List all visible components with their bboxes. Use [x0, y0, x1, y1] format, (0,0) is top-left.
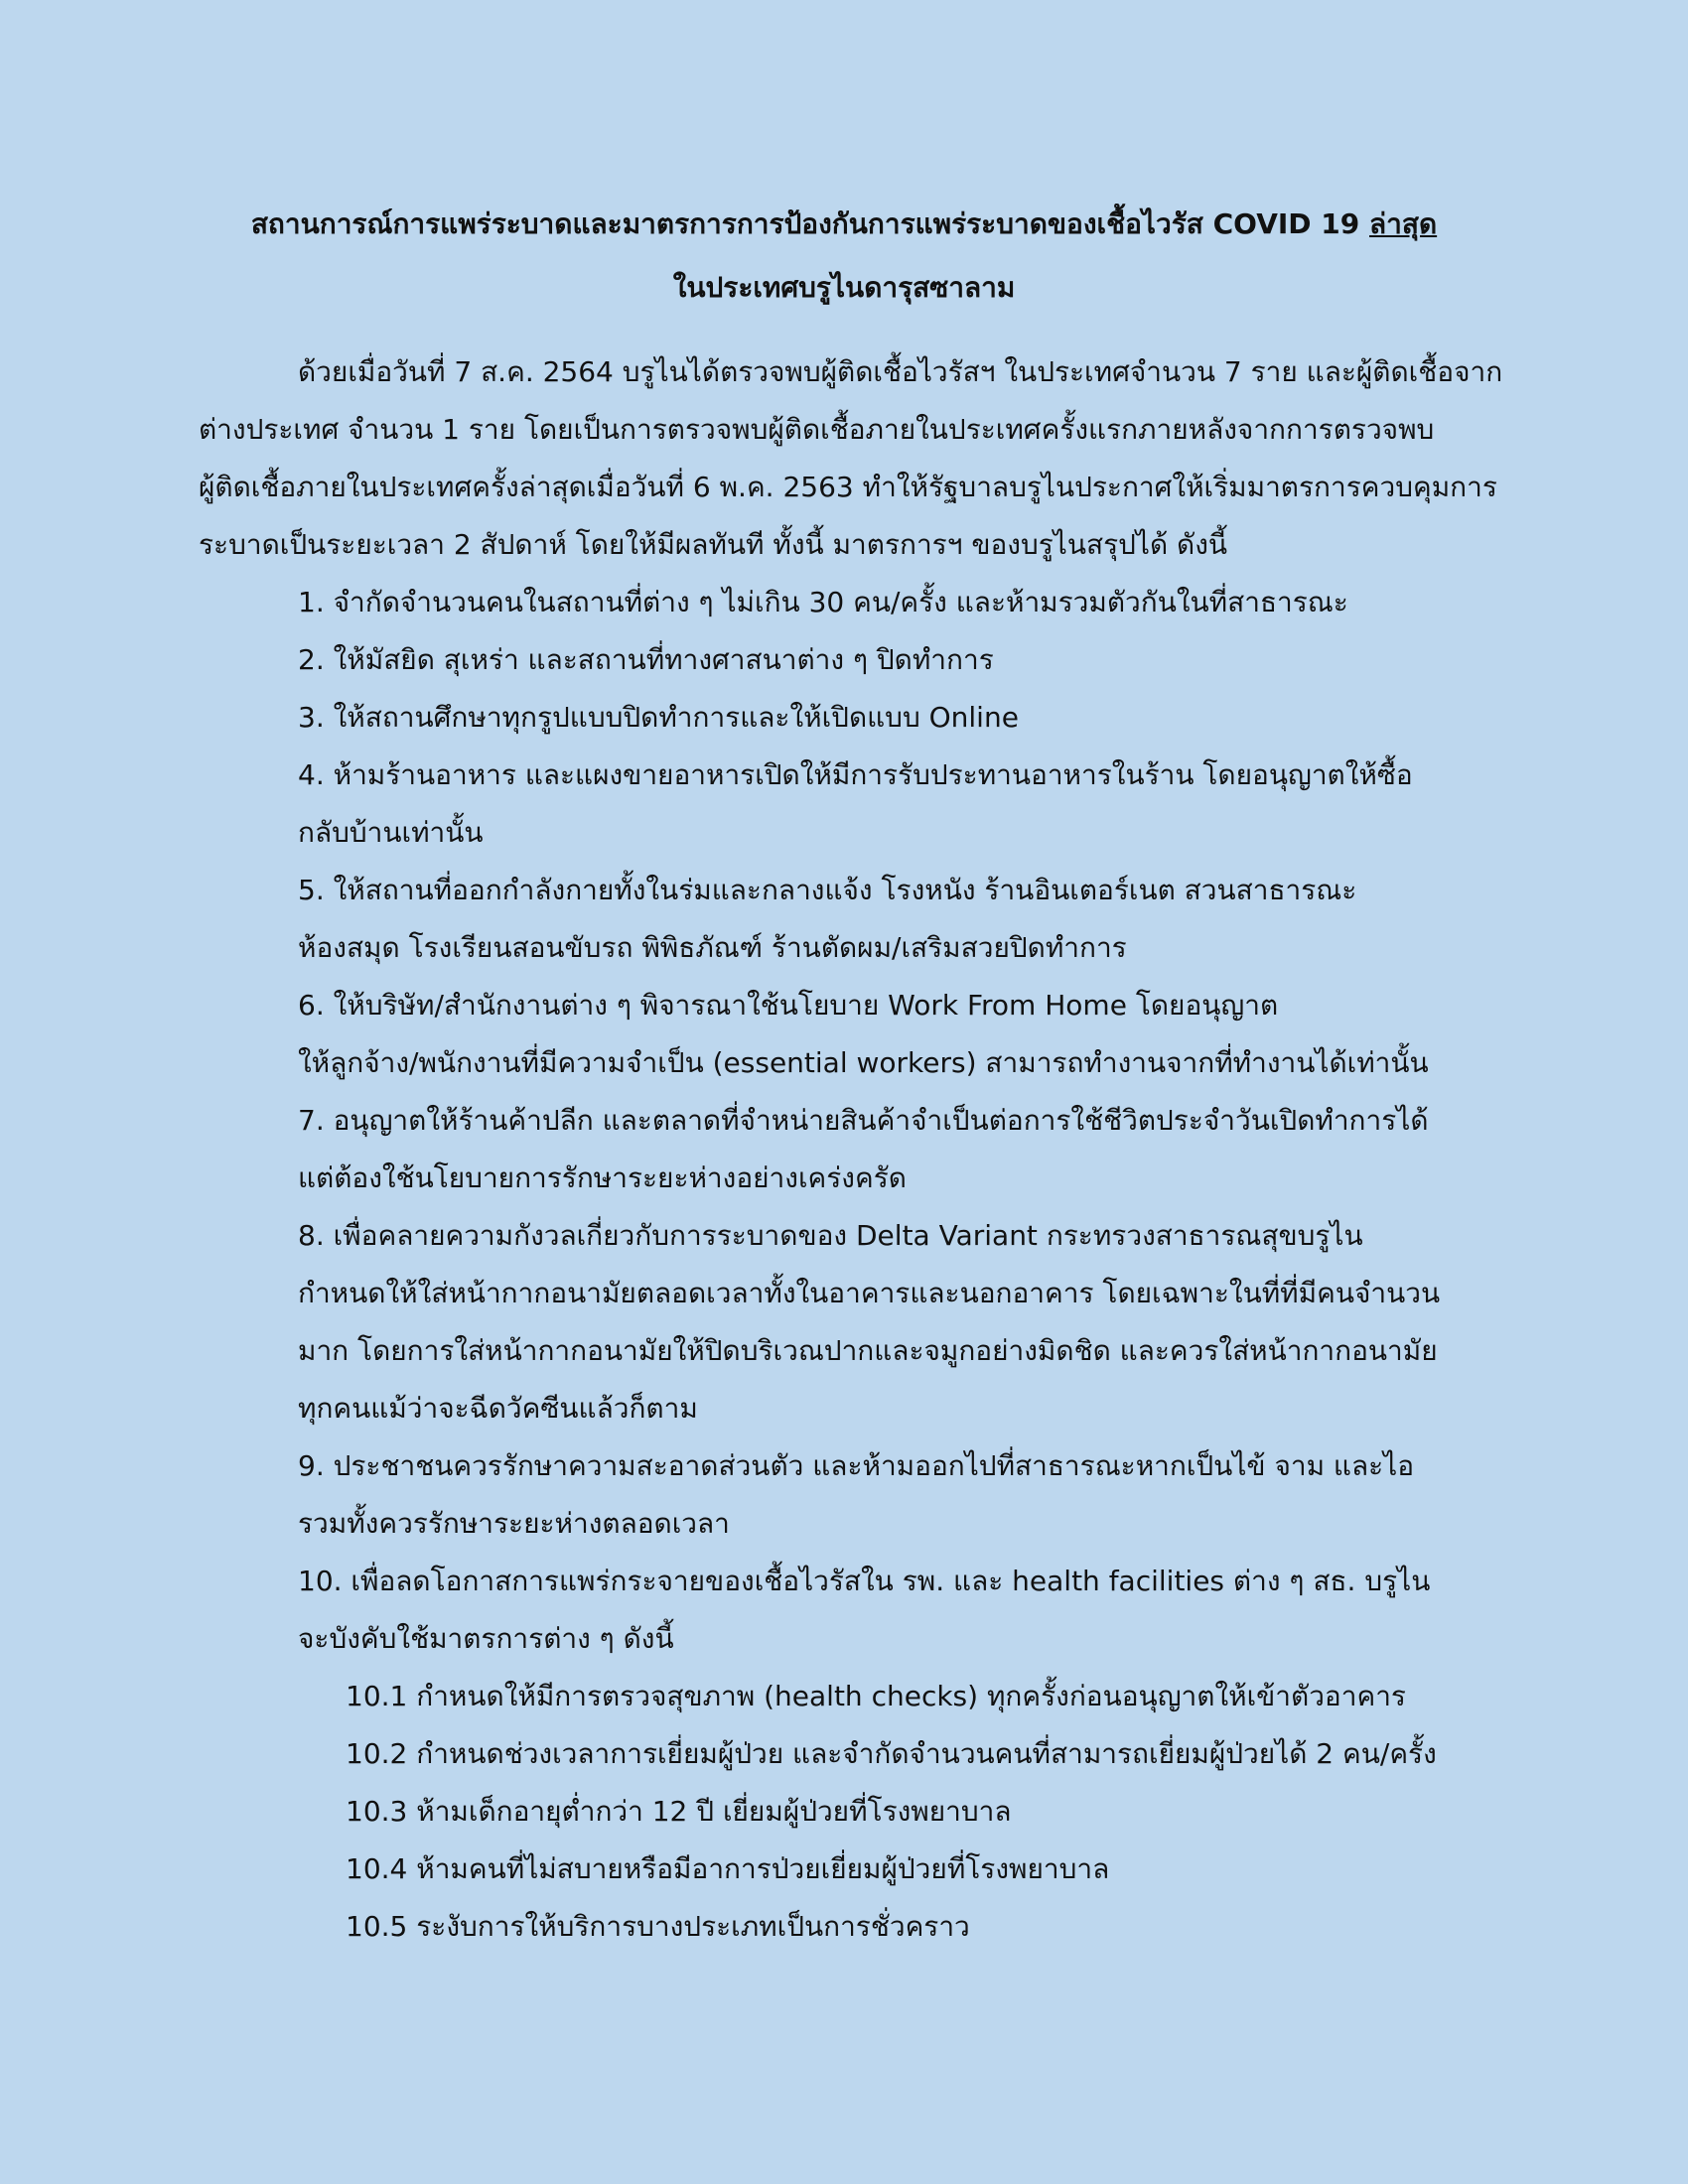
- list-item-continuation: มาก โดยการใส่หน้ากากอนามัยให้ปิดบริเวณปากและจมูกอย่างมิดชิด และควรใส่หน้ากากอนามัย: [298, 1334, 1438, 1367]
- document-title: [199, 205, 1489, 244]
- list-item-continuation: รวมทั้งควรรักษาระยะห่างตลอดเวลา: [298, 1507, 730, 1540]
- list-item: 9. ประชาชนควรรักษาความสะอาดส่วนตัว และห้ามออกไปที่สาธารณะหากเป็นไข้ จาม และไอ: [298, 1449, 1415, 1482]
- list-item: 2. ให้มัสยิด สุเหร่า และสถานที่ทางศาสนาต่าง ๆ ปิดทำการ: [298, 643, 994, 676]
- list-item-continuation: กำหนดให้ใส่หน้ากากอนามัยตลอดเวลาทั้งในอาคารและนอกอาคาร โดยเฉพาะในที่ที่มีคนจำนวน: [298, 1277, 1441, 1309]
- list-item: 6. ให้บริษัท/สำนักงานต่าง ๆ พิจารณาใช้นโยบาย Work From Home โดยอนุญาต: [298, 989, 1279, 1022]
- list-item-continuation: แต่ต้องใช้นโยบายการรักษาระยะห่างอย่างเคร่งครัด: [298, 1161, 907, 1194]
- list-item: 7. อนุญาตให้ร้านค้าปลีก และตลาดที่จำหน่ายสินค้าจำเป็นต่อการใช้ชีวิตประจำวันเปิดทำการได้: [298, 1104, 1429, 1137]
- list-item: 8. เพื่อคลายความกังวลเกี่ยวกับการระบาดของ Delta Variant กระทรวงสาธารณสุขบรูไน: [298, 1219, 1363, 1252]
- list-item: 5. ให้สถานที่ออกกำลังกายทั้งในร่มและกลางแจ้ง โรงหนัง ร้านอินเตอร์เนต สวนสาธารณะ: [298, 874, 1357, 906]
- list-item-continuation: ห้องสมุด โรงเรียนสอนขับรถ พิพิธภัณฑ์ ร้านตัดผม/เสริมสวยปิดทำการ: [298, 931, 1127, 964]
- sub-list-item: 10.5 ระงับการให้บริการบางประเภทเป็นการชั่วคราว: [346, 1910, 970, 1943]
- sub-list-item: 10.3 ห้ามเด็กอายุต่ำกว่า 12 ปี เยี่ยมผู้ป่วยที่โรงพยาบาล: [346, 1795, 1012, 1828]
- sub-list-item: 10.1 กำหนดให้มีการตรวจสุขภาพ (health checks) ทุกครั้งก่อนอนุญาตให้เข้าตัวอาคาร: [346, 1680, 1406, 1712]
- document-subtitle: ในประเทศบรูไนดารุสซาลาม: [672, 271, 1016, 304]
- list-item: 4. ห้ามร้านอาหาร และแผงขายอาหารเปิดให้มีการรับประทานอาหารในร้าน โดยอนุญาตให้ซื้อ: [298, 758, 1413, 791]
- intro-line-1: ด้วยเมื่อวันที่ 7 ส.ค. 2564 บรูไนได้ตรวจพบผู้ติดเชื้อไวรัสฯ ในประเทศจำนวน 7 ราย และผู้ติดเชื้อจาก: [298, 355, 1503, 388]
- title-main-text: สถานการณ์การแพร่ระบาดและมาตรการการป้องกันการแพร่ระบาดของเชื้อไวรัส COVID 19: [250, 207, 1369, 240]
- title-latest-underlined: ล่าสุด: [1369, 207, 1438, 240]
- sub-list-item: 10.2 กำหนดช่วงเวลาการเยี่ยมผู้ป่วย และจำกัดจำนวนคนที่สามารถเยี่ยมผู้ป่วยได้ 2 คน/ครั้ง: [346, 1737, 1437, 1770]
- list-item-continuation: จะบังคับใช้มาตรการต่าง ๆ ดังนี้: [298, 1622, 674, 1655]
- list-item-continuation: ให้ลูกจ้าง/พนักงานที่มีความจำเป็น (essential workers) สามารถทำงานจากที่ทำงานได้เท่านั้น: [298, 1046, 1429, 1079]
- list-item-continuation: ทุกคนแม้ว่าจะฉีดวัคซีนแล้วก็ตาม: [298, 1392, 698, 1425]
- list-item: 3. ให้สถานศึกษาทุกรูปแบบปิดทำการและให้เปิดแบบ Online: [298, 701, 1019, 734]
- sub-list-item: 10.4 ห้ามคนที่ไม่สบายหรือมีอาการป่วยเยี่ยมผู้ป่วยที่โรงพยาบาล: [346, 1852, 1110, 1885]
- intro-line-4: ระบาดเป็นระยะเวลา 2 สัปดาห์ โดยให้มีผลทันที ทั้งนี้ มาตรการฯ ของบรูไนสรุปได้ ดังนี้: [199, 528, 1228, 561]
- list-item: 10. เพื่อลดโอกาสการแพร่กระจายของเชื้อไวรัสใน รพ. และ health facilities ต่าง ๆ สธ. บรูไน: [298, 1565, 1431, 1597]
- intro-line-3: ผู้ติดเชื้อภายในประเทศครั้งล่าสุดเมื่อวันที่ 6 พ.ค. 2563 ทำให้รัฐบาลบรูไนประกาศให้เริ่มมาตรการควบคุมการ: [199, 471, 1497, 503]
- list-item: 1. จำกัดจำนวนคนในสถานที่ต่าง ๆ ไม่เกิน 30 คน/ครั้ง และห้ามรวมตัวกันในที่สาธารณะ: [298, 586, 1348, 618]
- intro-line-2: ต่างประเทศ จำนวน 1 ราย โดยเป็นการตรวจพบผู้ติดเชื้อภายในประเทศครั้งแรกภายหลังจากการตรวจพบ: [199, 413, 1435, 446]
- list-item-continuation: กลับบ้านเท่านั้น: [298, 816, 484, 849]
